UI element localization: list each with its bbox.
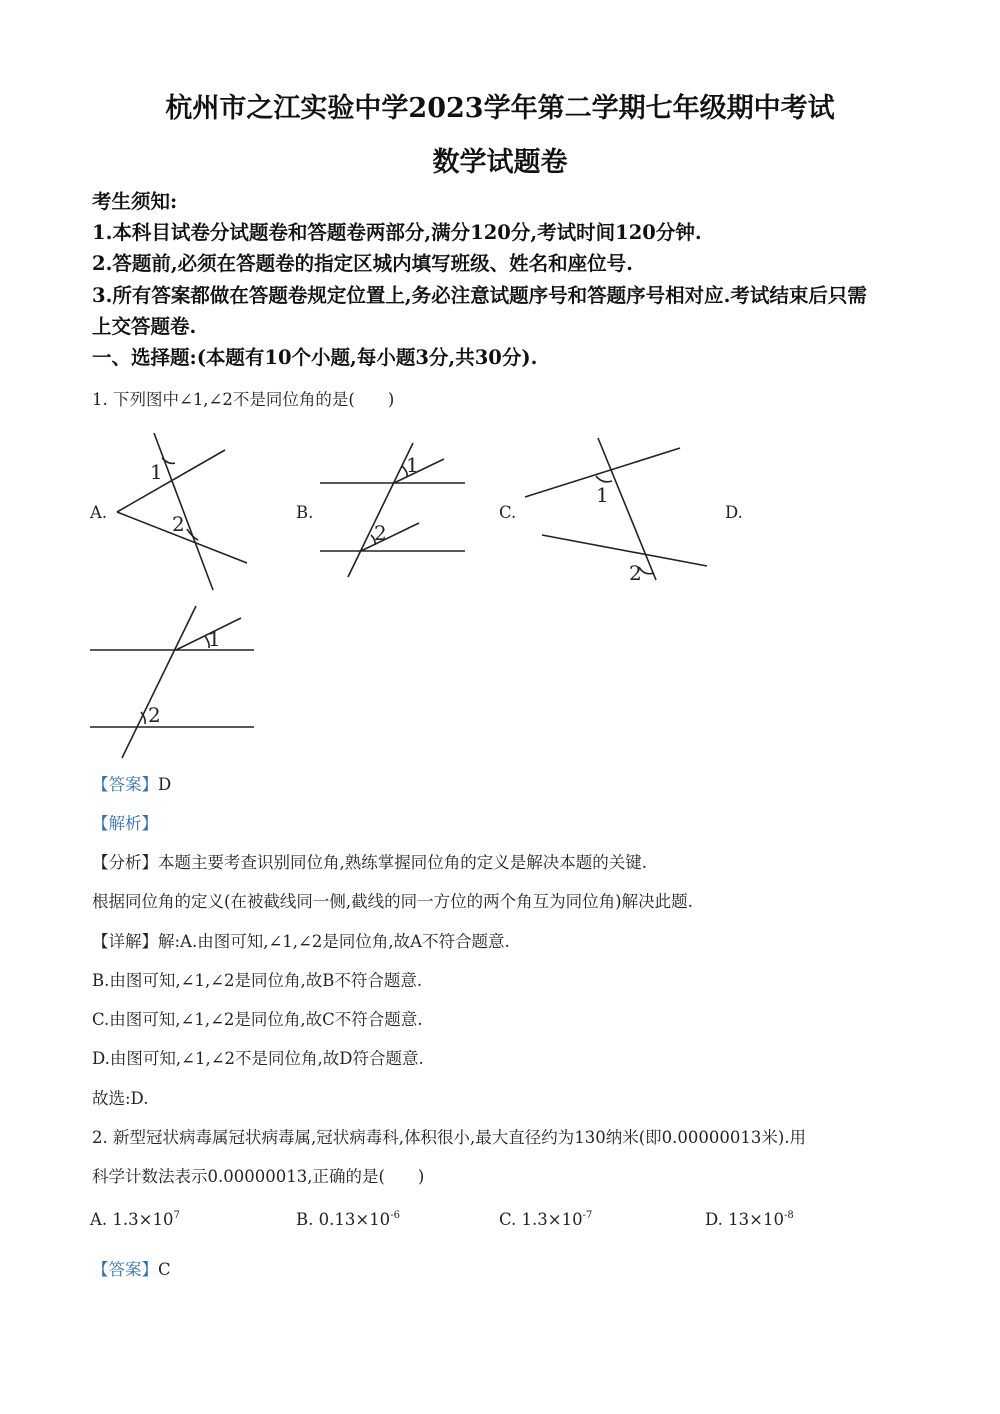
notice-item-3-line1: 3.所有答案都做在答题卷规定位置上,务必注意试题序号和答题序号相对应.考试结束后只需	[92, 284, 867, 307]
q1-stem: 1. 下列图中∠1,∠2不是同位角的是( )	[92, 390, 395, 409]
q2-option-c-exp: -7	[582, 1210, 593, 1221]
q2-option-b-exp: -6	[390, 1210, 400, 1221]
section-heading: 一、选择题:(本题有10个小题,每小题3分,共30分).	[92, 346, 538, 369]
exam-subtitle: 数学试题卷	[432, 147, 568, 178]
q1-answer-tag: 【答案】	[92, 775, 158, 794]
q2-stem-line2: 科学计数法表示0.00000013,正确的是( )	[92, 1167, 425, 1186]
q1-fenxi	[92, 849, 647, 873]
figure-a-arc-1	[162, 458, 175, 463]
figure-b-label-2: 2	[374, 521, 387, 545]
notice-item-1: 1.本科目试卷分试题卷和答题卷两部分,满分120分,考试时间120分钟.	[92, 221, 702, 244]
figure-b-label-1: 1	[406, 453, 419, 477]
figure-d-label-1: 1	[208, 627, 221, 651]
figure-b-ray-2	[361, 523, 419, 551]
q2-option-b	[296, 1210, 400, 1229]
figure-a-label-2: 2	[172, 512, 185, 536]
q1-analysis-tag: 【解析】	[92, 814, 158, 833]
q2-option-c-base: 1.3×10	[521, 1210, 583, 1229]
figure-b-ray-1	[394, 459, 444, 483]
figure-a-label-1: 1	[150, 460, 163, 484]
q1-detail-b: B.由图可知,∠1,∠2是同位角,故B不符合题意.	[92, 971, 423, 990]
q2-option-d	[705, 1210, 794, 1229]
q1-figure-d	[88, 598, 260, 764]
notice-item-3-line2: 上交答题卷.	[92, 315, 197, 338]
figure-c-label-2: 2	[629, 561, 642, 585]
q1-option-c-label: C.	[499, 503, 517, 522]
q1-figure-b	[316, 436, 476, 586]
exam-title: 杭州市之江实验中学2023学年第二学期七年级期中考试	[165, 93, 835, 124]
figure-c-line-lower	[542, 535, 707, 566]
figure-c-label-1: 1	[596, 483, 609, 507]
q2-option-b-base: 0.13×10	[318, 1210, 391, 1229]
q1-fenxi-tag: 【分析】	[92, 853, 158, 872]
figure-a-line-upper	[117, 450, 225, 512]
q1-detail-d: D.由图可知,∠1,∠2不是同位角,故D符合题意.	[92, 1049, 424, 1068]
q2-option-c	[499, 1210, 592, 1229]
q2-option-a-label: A.	[90, 1210, 108, 1229]
figure-d-label-2: 2	[148, 703, 161, 727]
q1-detail-tag: 【详解】	[92, 932, 158, 951]
q1-answer-value: D	[158, 775, 172, 794]
q2-option-d-base: 13×10	[728, 1210, 784, 1229]
q2-option-a-base: 1.3×10	[112, 1210, 174, 1229]
figure-c-transversal	[598, 438, 656, 580]
q2-answer	[92, 1256, 171, 1280]
q1-detail-c: C.由图可知,∠1,∠2是同位角,故C不符合题意.	[92, 1010, 423, 1029]
q1-figure-c	[520, 430, 715, 585]
q2-option-b-label: B.	[296, 1210, 314, 1229]
notice-heading: 考生须知:	[92, 190, 178, 213]
q1-conclusion: 故选:D.	[92, 1089, 149, 1108]
figure-c-arc-1	[596, 476, 612, 482]
q1-option-a-label: A.	[90, 503, 108, 522]
q2-option-d-label: D.	[705, 1210, 723, 1229]
q1-detail-a-text: 解:A.由图可知,∠1,∠2是同位角,故A不符合题意.	[158, 932, 510, 951]
notice-item-2: 2.答题前,必须在答题卷的指定区城内填写班级、姓名和座位号.	[92, 252, 633, 275]
q2-answer-tag: 【答案】	[92, 1260, 158, 1279]
q1-fenxi-text: 本题主要考查识别同位角,熟练掌握同位角的定义是解决本题的关键.	[158, 853, 647, 872]
q2-answer-value: C	[158, 1260, 171, 1279]
q1-figure-a	[110, 425, 260, 595]
q1-detail-a	[92, 928, 510, 952]
figure-d-transversal	[122, 606, 196, 758]
q2-option-a	[90, 1210, 180, 1229]
q1-answer	[92, 771, 171, 795]
q1-option-d-label: D.	[725, 503, 743, 522]
q2-option-d-exp: -8	[783, 1210, 794, 1221]
q2-stem-line1: 2. 新型冠状病毒属冠状病毒属,冠状病毒科,体积很小,最大直径约为130纳米(即0.00000013米).用	[92, 1128, 807, 1147]
q1-option-b-label: B.	[296, 503, 314, 522]
q2-option-c-label: C.	[499, 1210, 517, 1229]
q1-definition: 根据同位角的定义(在被截线同一侧,截线的同一方位的两个角互为同位角)解决此题.	[92, 892, 693, 911]
q2-option-a-exp: 7	[173, 1210, 180, 1221]
figure-b-transversal	[348, 443, 413, 577]
